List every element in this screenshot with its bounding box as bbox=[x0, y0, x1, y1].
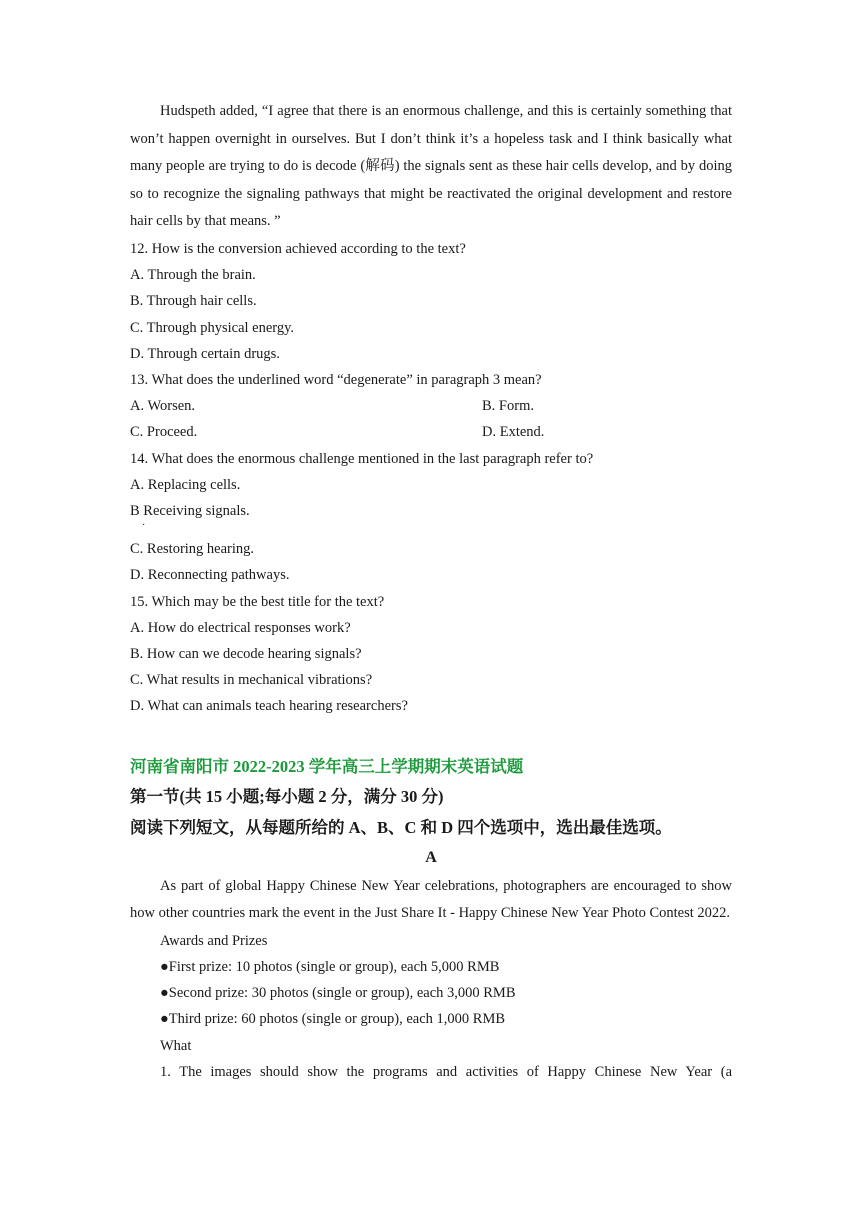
stray-dot: · bbox=[142, 520, 146, 532]
question-15 bbox=[130, 589, 732, 720]
option-b: B. Through hair cells. bbox=[130, 293, 257, 310]
what-heading: What bbox=[160, 1037, 192, 1054]
question-12 bbox=[130, 236, 732, 367]
option-a: A. Through the brain. bbox=[130, 267, 256, 284]
instruction: 阅读下列短文，从每题所给的 A、B、C 和 D 四个选项中，选出最佳选项。 bbox=[130, 817, 672, 837]
option-d: D. What can animals teach hearing researchers? bbox=[130, 698, 408, 715]
option-b: B. Form. bbox=[482, 398, 534, 415]
option-b: B Receiving signals. bbox=[130, 503, 250, 519]
options-row bbox=[130, 419, 732, 445]
option-c: C. Restoring hearing. bbox=[130, 541, 255, 558]
option-d: D. Through certain drugs. bbox=[130, 345, 280, 362]
option-c: C. Through physical energy. bbox=[130, 319, 295, 336]
option-c: C. What results in mechanical vibrations? bbox=[130, 672, 373, 689]
question-stem: 13. What does the underlined word “degenerate” in paragraph 3 mean? bbox=[130, 371, 542, 388]
option-a: A. Worsen. bbox=[130, 398, 196, 415]
prize-first: ●First prize: 10 photos (single or group), each 5,000 RMB bbox=[160, 959, 500, 976]
item-1: 1. The images should show the programs and activities of Happy Chinese New Year (a bbox=[160, 1063, 732, 1080]
options-row bbox=[130, 393, 732, 419]
option-c: C. Proceed. bbox=[130, 424, 198, 441]
page-content bbox=[130, 98, 732, 1086]
option-a: A. Replacing cells. bbox=[130, 476, 241, 493]
question-stem: 12. How is the conversion achieved according to the text? bbox=[130, 240, 466, 257]
prize-third: ●Third prize: 60 photos (single or group), each 1,000 RMB bbox=[160, 1011, 506, 1028]
exam-source-title: 河南省南阳市 2022-2023 学年高三上学期期末英语试题 bbox=[130, 756, 524, 776]
question-13 bbox=[130, 367, 732, 446]
option-d: D. Reconnecting pathways. bbox=[130, 567, 290, 584]
question-stem: 14. What does the enormous challenge mentioned in the last paragraph refer to? bbox=[130, 450, 594, 467]
part-heading: 第一节(共 15 小题;每小题 2 分，满分 30 分) bbox=[130, 786, 444, 806]
stray-mark-row bbox=[130, 520, 732, 536]
passage-letter: A bbox=[425, 848, 437, 866]
passage-paragraph: Hudspeth added, “I agree that there is an enormous challenge, and this is certainly something that won’t happen overnight in ourselves. But I don’t think it’s a hopeless task and I think basically what many people are trying to do is decode (解码) the signals sent as these hair cells develop, and by doing so to recognize the signaling pathways that might be reactivated the original development and restore hair cells by that means. ” bbox=[130, 103, 732, 230]
passage-intro: As part of global Happy Chinese New Year celebrations, photographers are encouraged to show how other countries mark the event in the Just Share It - Happy Chinese New Year Photo Contest 2022. bbox=[130, 877, 732, 922]
prize-second: ●Second prize: 30 photos (single or group), each 3,000 RMB bbox=[160, 985, 516, 1002]
question-14 bbox=[130, 446, 732, 589]
question-stem: 15. Which may be the best title for the text? bbox=[130, 593, 385, 610]
awards-heading: Awards and Prizes bbox=[160, 932, 268, 949]
option-d: D. Extend. bbox=[482, 424, 545, 441]
option-b: B. How can we decode hearing signals? bbox=[130, 646, 362, 663]
option-a: A. How do electrical responses work? bbox=[130, 619, 351, 636]
